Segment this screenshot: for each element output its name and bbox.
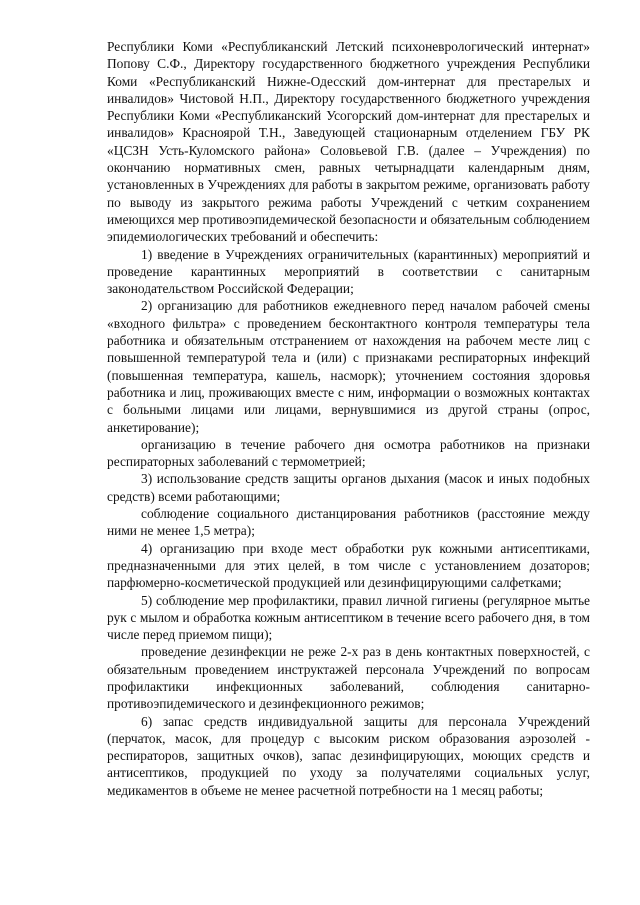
document-page — [107, 38, 590, 799]
paragraph-item-4: 4) организацию при входе мест обработки рук кожными антисептиками, предназначенными для этих целей, в том числе с установлением дозаторов; парфюмерно-косметической продукцией или дезинфицирующими салфетками; — [107, 540, 590, 591]
paragraph-intro: Республики Коми «Республиканский Летский психоневрологический интернат» Попову С.Ф., Директору государственного бюджетного учреждения Республики Коми «Республиканский Нижне-Одесский дом-интернат для престарелых и инвалидов» Чистовой Н.П., Директору государственного бюджетного учреждения Республики Коми «Республиканский Усогорский дом-интернат для престарелых и инвалидов» Красноярой Т.Н., Заведующей стационарным отделением ГБУ РК «ЦСЗН Усть-Куломского района» Соловьевой Г.В. (далее – Учреждения) по окончанию нормативных смен, равных четырнадцати календарным дням, установленных в Учреждениях для работы в закрытом режиме, организовать работу по выводу из закрытого режима работы Учреждений с четким сохранением имеющихся мер противоэпидемической безопасности и обязательным соблюдением эпидемиологических требований и обеспечить: — [107, 39, 590, 245]
paragraph-item-5: 5) соблюдение мер профилактики, правил личной гигиены (регулярное мытье рук с мылом и обработка кожным антисептиком в течение всего рабочего дня, в том числе перед приемом пищи); — [107, 592, 590, 643]
paragraph-item-2a: организацию в течение рабочего дня осмотра работников на признаки респираторных заболеваний с термометрией; — [107, 436, 590, 470]
paragraph-item-3: 3) использование средств защиты органов дыхания (масок и иных подобных средств) всеми работающими; — [107, 471, 590, 504]
paragraph-item-1: 1) введение в Учреждениях ограничительных (карантинных) мероприятий и проведение карантинных мероприятий в соответствии с санитарным законодательством Российской Федерации; — [107, 246, 590, 297]
paragraph-item-3a: соблюдение социального дистанцирования работников (расстояние между ними не менее 1,5 метра); — [107, 506, 590, 539]
paragraph-item-5a: проведение дезинфекции не реже 2-х раз в день контактных поверхностей, с обязательным проведением инструктажей персонала Учреждений по вопросам профилактики инфекционных заболеваний, соблюдения санитарно-противоэпидемического и дезинфекционного режимов; — [107, 644, 590, 712]
paragraph-item-2: 2) организацию для работников ежедневного перед началом рабочей смены «входного фильтра» с проведением бесконтактного контроля температуры тела работника и обязательным отстранением от нахождения на рабочем месте лиц с повышенной температурой тела и (или) с признаками респираторных инфекций (повышенная температура, кашель, насморк); уточнением состояния здоровья работника и лиц, проживающих вместе с ним, информации о возможных контактах с больными лицами или лицами, вернувшимися из другой страны (опрос, анкетирование); — [107, 298, 590, 435]
paragraph-item-6: 6) запас средств индивидуальной защиты для персонала Учреждений (перчаток, масок, для процедур с высоким риском образования аэрозолей - респираторов, защитных очков), запас дезинфицирующих, моющих средств и антисептиков, продукцией по уходу за получателями социальных услуг, медикаментов в объеме не менее расчетной потребности на 1 месяц работы; — [107, 713, 590, 798]
